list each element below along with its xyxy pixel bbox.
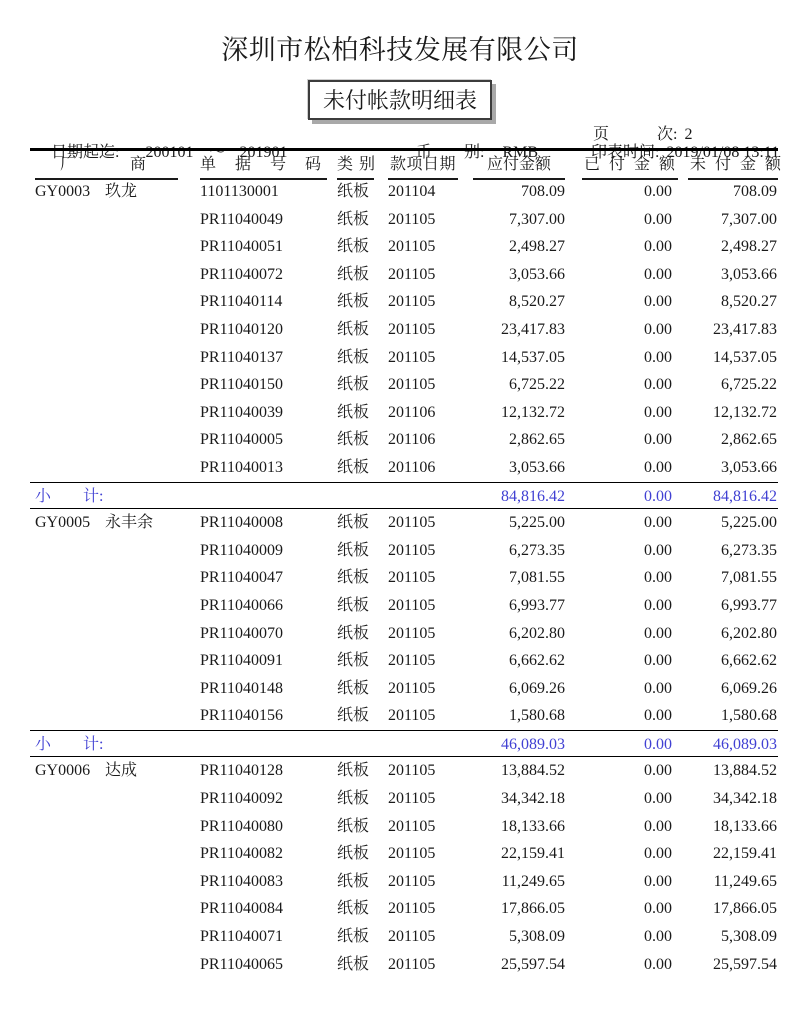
supplier-code-cell <box>35 564 105 592</box>
table-row <box>30 426 778 454</box>
unpaid-cell: 12,132.72 <box>713 403 777 421</box>
supplier-name-cell <box>105 923 200 951</box>
supplier-code-cell <box>35 868 105 896</box>
type-cell: 纸板 <box>337 458 370 476</box>
unpaid-cell: 3,053.66 <box>721 458 777 476</box>
unpaid-cell: 2,862.65 <box>721 431 777 449</box>
date-cell: 201106 <box>388 403 436 421</box>
payable-cell: 1,580.68 <box>509 707 565 725</box>
date-cell: 201105 <box>388 845 436 863</box>
unpaid-cell: 18,133.66 <box>713 817 777 835</box>
table-body <box>30 178 778 978</box>
table-row <box>30 454 778 482</box>
unpaid-cell: 7,307.00 <box>721 210 777 228</box>
date-cell: 201105 <box>388 320 436 338</box>
supplier-name-cell <box>105 813 200 841</box>
doc-no-cell: PR11040114 <box>200 293 283 311</box>
subtotal-paid-cell: 0.00 <box>644 735 672 753</box>
table-row <box>30 509 778 537</box>
doc-no-cell: PR11040013 <box>200 458 283 476</box>
subtotal-unpaid-cell: 84,816.42 <box>713 487 777 505</box>
date-cell: 201105 <box>388 624 436 642</box>
date-cell: 201105 <box>388 679 436 697</box>
paid-cell: 0.00 <box>644 762 672 780</box>
type-cell: 纸板 <box>337 900 370 918</box>
paid-cell: 0.00 <box>644 900 672 918</box>
payable-cell: 25,597.54 <box>501 955 565 973</box>
table-row <box>30 620 778 648</box>
date-to: 201901 <box>239 144 288 161</box>
payable-cell: 2,862.65 <box>509 431 565 449</box>
doc-no-cell: PR11040080 <box>200 817 283 835</box>
header-unpaid: 未付金额 <box>688 151 778 180</box>
table-row <box>30 757 778 785</box>
supplier-name-cell <box>105 233 200 261</box>
supplier-code-cell <box>35 399 105 427</box>
table-row <box>30 371 778 399</box>
supplier-name-cell <box>105 399 200 427</box>
supplier-name-cell <box>105 316 200 344</box>
header-date: 款项日期 <box>388 151 458 180</box>
date-cell: 201105 <box>388 514 436 532</box>
doc-no-cell: PR11040065 <box>200 955 283 973</box>
type-cell: 纸板 <box>337 652 370 670</box>
subtotal-label: 小 计: <box>35 487 104 505</box>
supplier-name-cell <box>105 840 200 868</box>
unpaid-cell: 2,498.27 <box>721 238 777 256</box>
doc-no-cell: PR11040092 <box>200 790 283 808</box>
supplier-code-cell <box>35 785 105 813</box>
payable-cell: 6,662.62 <box>509 652 565 670</box>
unpaid-cell: 7,081.55 <box>721 569 777 587</box>
print-time-label: 印表时间: <box>591 144 660 161</box>
payable-cell: 14,537.05 <box>501 348 565 366</box>
type-cell: 纸板 <box>337 928 370 946</box>
supplier-code-cell <box>35 426 105 454</box>
date-cell: 201105 <box>388 596 436 614</box>
paid-cell: 0.00 <box>644 348 672 366</box>
doc-no-cell: PR11040049 <box>200 210 283 228</box>
header-supplier: 厂商 <box>35 151 178 180</box>
unpaid-cell: 1,580.68 <box>721 707 777 725</box>
paid-cell: 0.00 <box>644 514 672 532</box>
subtotal-row <box>30 482 778 510</box>
unpaid-cell: 6,993.77 <box>721 596 777 614</box>
supplier-code-cell <box>35 206 105 234</box>
paid-cell: 0.00 <box>644 458 672 476</box>
date-cell: 201105 <box>388 652 436 670</box>
paid-cell: 0.00 <box>644 569 672 587</box>
date-cell: 201105 <box>388 541 436 559</box>
doc-no-cell: PR11040084 <box>200 900 283 918</box>
date-cell: 201105 <box>388 238 436 256</box>
supplier-code-cell <box>35 537 105 565</box>
date-cell: 201105 <box>388 210 436 228</box>
report-title: 未付帐款明细表 <box>322 88 477 113</box>
type-cell: 纸板 <box>337 790 370 808</box>
date-cell: 201105 <box>388 900 436 918</box>
doc-no-cell: PR11040066 <box>200 596 283 614</box>
paid-cell: 0.00 <box>644 376 672 394</box>
type-cell: 纸板 <box>337 762 370 780</box>
unpaid-cell: 22,159.41 <box>713 845 777 863</box>
table-row <box>30 675 778 703</box>
paid-cell: 0.00 <box>644 265 672 283</box>
payable-cell: 6,993.77 <box>509 596 565 614</box>
paid-cell: 0.00 <box>644 845 672 863</box>
date-cell: 201105 <box>388 265 436 283</box>
date-cell: 201105 <box>388 293 436 311</box>
supplier-name-cell <box>105 344 200 372</box>
date-cell: 201105 <box>388 707 436 725</box>
date-range-label: 日期起迄: <box>51 144 120 161</box>
supplier-name-cell <box>105 702 200 730</box>
table-row <box>30 868 778 896</box>
unpaid-cell: 5,308.09 <box>721 928 777 946</box>
table-row <box>30 316 778 344</box>
supplier-name-cell <box>105 371 200 399</box>
payable-cell: 22,159.41 <box>501 845 565 863</box>
supplier-code-cell <box>35 261 105 289</box>
doc-no-cell: PR11040051 <box>200 238 283 256</box>
doc-no-cell: PR11040148 <box>200 679 283 697</box>
subtotal-row <box>30 730 778 758</box>
doc-no-cell: PR11040083 <box>200 872 283 890</box>
date-cell: 201105 <box>388 790 436 808</box>
tilde-separator: ～ <box>209 144 226 161</box>
supplier-name-cell <box>105 206 200 234</box>
table-row <box>30 178 778 206</box>
unpaid-cell: 13,884.52 <box>713 762 777 780</box>
supplier-code-cell <box>35 840 105 868</box>
page-value: 2 <box>684 126 693 143</box>
doc-no-cell: PR11040047 <box>200 569 283 587</box>
unpaid-cell: 25,597.54 <box>713 955 777 973</box>
doc-no-cell: PR11040137 <box>200 348 283 366</box>
date-from: 200101 <box>145 144 194 161</box>
type-cell: 纸板 <box>337 348 370 366</box>
type-cell: 纸板 <box>337 514 370 532</box>
paid-cell: 0.00 <box>644 624 672 642</box>
payable-cell: 3,053.66 <box>509 458 565 476</box>
doc-no-cell: PR11040071 <box>200 928 283 946</box>
supplier-name-cell: 玖龙 <box>105 183 138 200</box>
doc-no-cell: PR11040008 <box>200 514 283 532</box>
payable-cell: 23,417.83 <box>501 320 565 338</box>
supplier-name-cell <box>105 261 200 289</box>
doc-no-cell: PR11040072 <box>200 265 283 283</box>
supplier-name-cell: 达成 <box>105 762 138 780</box>
payable-cell: 5,308.09 <box>509 928 565 946</box>
paid-cell: 0.00 <box>644 872 672 890</box>
unpaid-cell: 11,249.65 <box>713 872 777 890</box>
unpaid-cell: 6,662.62 <box>721 652 777 670</box>
type-cell: 纸板 <box>337 817 370 835</box>
paid-cell: 0.00 <box>644 183 672 200</box>
paid-cell: 0.00 <box>644 293 672 311</box>
supplier-name-cell <box>105 675 200 703</box>
paid-cell: 0.00 <box>644 817 672 835</box>
supplier-code-cell <box>35 233 105 261</box>
payable-cell: 6,069.26 <box>509 679 565 697</box>
payable-cell: 17,866.05 <box>501 900 565 918</box>
paid-cell: 0.00 <box>644 320 672 338</box>
currency-value: RMB <box>502 144 539 161</box>
payable-cell: 2,498.27 <box>509 238 565 256</box>
table-row <box>30 702 778 730</box>
supplier-code-cell <box>35 895 105 923</box>
supplier-code-cell <box>35 923 105 951</box>
date-cell: 201106 <box>388 431 436 449</box>
type-cell: 纸板 <box>337 596 370 614</box>
paid-cell: 0.00 <box>644 955 672 973</box>
unpaid-cell: 6,069.26 <box>721 679 777 697</box>
company-title: 深圳市松柏科技发展有限公司 <box>221 35 579 65</box>
table-row <box>30 840 778 868</box>
type-cell: 纸板 <box>337 376 370 394</box>
supplier-code-cell <box>35 647 105 675</box>
paid-cell: 0.00 <box>644 403 672 421</box>
table-row <box>30 785 778 813</box>
unpaid-cell: 708.09 <box>733 183 777 200</box>
payable-cell: 6,202.80 <box>509 624 565 642</box>
table-row <box>30 813 778 841</box>
supplier-code-cell <box>35 813 105 841</box>
table-row <box>30 923 778 951</box>
header-type: 类别 <box>337 151 374 180</box>
doc-no-cell: PR11040082 <box>200 845 283 863</box>
supplier-name-cell <box>105 647 200 675</box>
payable-cell: 8,520.27 <box>509 293 565 311</box>
supplier-name-cell <box>105 537 200 565</box>
payable-cell: 5,225.00 <box>509 514 565 532</box>
supplier-name-cell <box>105 785 200 813</box>
supplier-code-cell <box>35 371 105 399</box>
supplier-name-cell <box>105 951 200 979</box>
type-cell: 纸板 <box>337 210 370 228</box>
supplier-code-cell <box>35 316 105 344</box>
supplier-name-cell <box>105 288 200 316</box>
supplier-code-cell <box>35 620 105 648</box>
date-cell: 201105 <box>388 928 436 946</box>
doc-no-cell: PR11040091 <box>200 652 283 670</box>
doc-no-cell: PR11040070 <box>200 624 283 642</box>
payable-cell: 708.09 <box>521 183 565 200</box>
payable-cell: 6,273.35 <box>509 541 565 559</box>
table-row <box>30 895 778 923</box>
header-doc-no: 单据号码 <box>200 151 327 180</box>
payable-cell: 34,342.18 <box>501 790 565 808</box>
paid-cell: 0.00 <box>644 596 672 614</box>
paid-cell: 0.00 <box>644 431 672 449</box>
unpaid-cell: 6,725.22 <box>721 376 777 394</box>
supplier-name-cell <box>105 592 200 620</box>
table-row <box>30 537 778 565</box>
report-table <box>30 148 791 978</box>
unpaid-cell: 6,273.35 <box>721 541 777 559</box>
table-row <box>30 399 778 427</box>
subtotal-payable-cell: 46,089.03 <box>501 735 565 753</box>
header-payable: 应付金额 <box>473 151 565 180</box>
subtotal-paid-cell: 0.00 <box>644 487 672 505</box>
supplier-code-cell <box>35 454 105 482</box>
type-cell: 纸板 <box>337 624 370 642</box>
payable-cell: 13,884.52 <box>501 762 565 780</box>
subtotal-unpaid-cell: 46,089.03 <box>713 735 777 753</box>
print-time-value: 2019/01/08 13:11 <box>666 144 780 161</box>
supplier-code-cell <box>35 288 105 316</box>
supplier-name-cell <box>105 620 200 648</box>
report-title-box <box>308 80 492 120</box>
payable-cell: 11,249.65 <box>501 872 565 890</box>
doc-no-cell: PR11040009 <box>200 541 283 559</box>
type-cell: 纸板 <box>337 872 370 890</box>
payable-cell: 7,081.55 <box>509 569 565 587</box>
supplier-code-cell: GY0006 <box>35 762 91 780</box>
type-cell: 纸板 <box>337 955 370 973</box>
paid-cell: 0.00 <box>644 652 672 670</box>
page-label: 页 次: <box>593 126 678 143</box>
supplier-code-cell <box>35 592 105 620</box>
supplier-code-cell <box>35 951 105 979</box>
payable-cell: 7,307.00 <box>509 210 565 228</box>
date-cell: 201106 <box>388 458 436 476</box>
date-cell: 201105 <box>388 955 436 973</box>
date-cell: 201105 <box>388 762 436 780</box>
type-cell: 纸板 <box>337 707 370 725</box>
supplier-code-cell: GY0003 <box>35 183 91 200</box>
date-cell: 201105 <box>388 872 436 890</box>
subtotal-payable-cell: 84,816.42 <box>501 487 565 505</box>
date-cell: 201105 <box>388 376 436 394</box>
unpaid-cell: 3,053.66 <box>721 265 777 283</box>
table-row <box>30 951 778 979</box>
table-row <box>30 564 778 592</box>
supplier-name-cell: 永丰余 <box>105 514 154 532</box>
supplier-name-cell <box>105 564 200 592</box>
doc-no-cell: PR11040128 <box>200 762 283 780</box>
supplier-code-cell: GY0005 <box>35 514 91 532</box>
paid-cell: 0.00 <box>644 541 672 559</box>
type-cell: 纸板 <box>337 183 370 200</box>
paid-cell: 0.00 <box>644 238 672 256</box>
type-cell: 纸板 <box>337 403 370 421</box>
unpaid-cell: 34,342.18 <box>713 790 777 808</box>
unpaid-cell: 8,520.27 <box>721 293 777 311</box>
table-row <box>30 344 778 372</box>
type-cell: 纸板 <box>337 845 370 863</box>
doc-no-cell: PR11040005 <box>200 431 283 449</box>
unpaid-cell: 5,225.00 <box>721 514 777 532</box>
subtotal-label: 小 计: <box>35 735 104 753</box>
table-row <box>30 261 778 289</box>
type-cell: 纸板 <box>337 293 370 311</box>
unpaid-cell: 14,537.05 <box>713 348 777 366</box>
date-cell: 201104 <box>388 183 436 200</box>
supplier-name-cell <box>105 895 200 923</box>
table-row <box>30 647 778 675</box>
date-cell: 201105 <box>388 817 436 835</box>
table-header-row <box>30 148 791 178</box>
table-row <box>30 206 778 234</box>
date-cell: 201105 <box>388 348 436 366</box>
supplier-name-cell <box>105 868 200 896</box>
type-cell: 纸板 <box>337 569 370 587</box>
type-cell: 纸板 <box>337 431 370 449</box>
supplier-code-cell <box>35 702 105 730</box>
date-cell: 201105 <box>388 569 436 587</box>
paid-cell: 0.00 <box>644 210 672 228</box>
payable-cell: 6,725.22 <box>509 376 565 394</box>
doc-no-cell: PR11040120 <box>200 320 283 338</box>
supplier-name-cell <box>105 454 200 482</box>
type-cell: 纸板 <box>337 265 370 283</box>
supplier-name-cell <box>105 426 200 454</box>
paid-cell: 0.00 <box>644 707 672 725</box>
header-paid: 已付金额 <box>582 151 678 180</box>
doc-no-cell: PR11040039 <box>200 403 283 421</box>
table-row <box>30 288 778 316</box>
paid-cell: 0.00 <box>644 928 672 946</box>
supplier-code-cell <box>35 344 105 372</box>
doc-no-cell: PR11040156 <box>200 707 283 725</box>
type-cell: 纸板 <box>337 679 370 697</box>
unpaid-cell: 6,202.80 <box>721 624 777 642</box>
payable-cell: 18,133.66 <box>501 817 565 835</box>
doc-no-cell: 1101130001 <box>200 183 279 200</box>
type-cell: 纸板 <box>337 320 370 338</box>
paid-cell: 0.00 <box>644 679 672 697</box>
unpaid-cell: 17,866.05 <box>713 900 777 918</box>
paid-cell: 0.00 <box>644 790 672 808</box>
payable-cell: 3,053.66 <box>509 265 565 283</box>
supplier-code-cell <box>35 675 105 703</box>
doc-no-cell: PR11040150 <box>200 376 283 394</box>
currency-label: 币 别: <box>416 144 485 161</box>
payable-cell: 12,132.72 <box>501 403 565 421</box>
type-cell: 纸板 <box>337 541 370 559</box>
type-cell: 纸板 <box>337 238 370 256</box>
table-row <box>30 592 778 620</box>
table-row <box>30 233 778 261</box>
unpaid-cell: 23,417.83 <box>713 320 777 338</box>
